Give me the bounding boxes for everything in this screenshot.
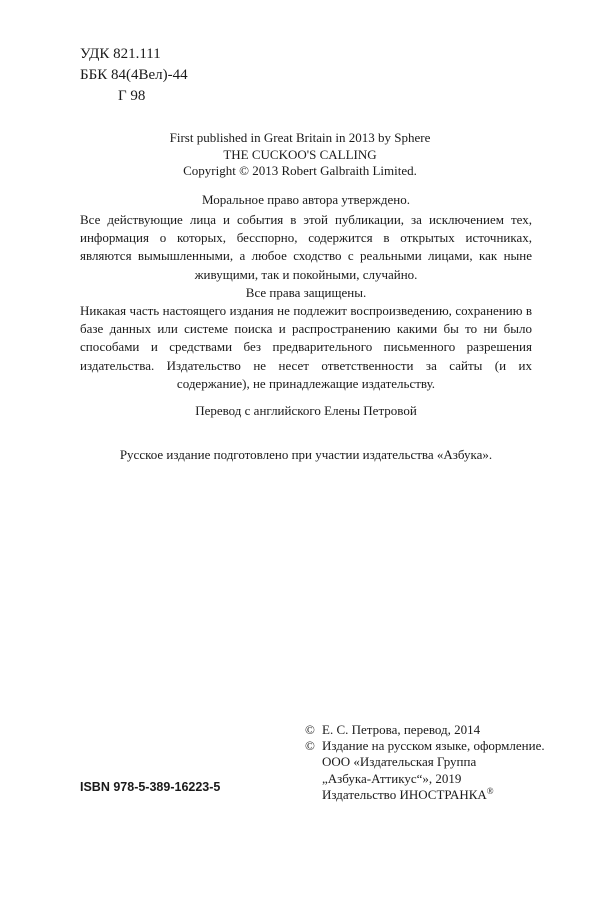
original-edition-info	[0, 130, 600, 180]
edition-copyright-text: Издание на русском языке, оформление.	[322, 738, 545, 754]
imprint-line	[305, 787, 565, 803]
original-title: THE CUCKOO'S CALLING	[223, 146, 377, 162]
registered-mark: ®	[486, 785, 494, 796]
moral-right-statement: Моральное право автора утверждено.	[202, 192, 410, 207]
imprint-name: Издательство ИНОСТРАНКА	[322, 786, 487, 802]
original-published-line: First published in Great Britain in 2013 by Sphere	[169, 130, 431, 145]
rights-reserved-heading: Все права защищены.	[245, 285, 367, 300]
bbk-code: ББК 84(4Вел)-44	[80, 67, 188, 83]
edition-note: Русское издание подготовлено при участии издательства «Азбука».	[119, 447, 493, 462]
fiction-disclaimer: Все действующие лица и события в этой публикации, за исключением тех, информация о которых, бесспорно, содержится в открытых источниках, являются вымышленными, а любое сходство с реальными лицами, как ныне живущими, так и покойными, случайно.	[80, 212, 532, 282]
copyright-notices	[305, 722, 565, 803]
classification-codes	[80, 44, 188, 107]
copyright-symbol: ©	[305, 738, 315, 754]
isbn-number: ISBN 978-5-389-16223-5	[80, 780, 221, 794]
original-copyright: Copyright © 2013 Robert Galbraith Limited.	[183, 163, 417, 178]
company-line-1: ООО «Издательская Группа	[322, 754, 477, 770]
udk-code: УДК 821.111	[80, 46, 161, 62]
translator-credit: Перевод с английского Елены Петровой	[195, 403, 417, 418]
translation-copyright-text: Е. С. Петрова, перевод, 2014	[322, 722, 481, 737]
author-sign: Г 98	[118, 88, 146, 104]
company-line-2: „Азбука-Аттикус“», 2019	[322, 770, 462, 786]
translation-copyright	[305, 722, 565, 738]
edition-copyright	[305, 738, 565, 754]
rights-reserved-text: Никакая часть настоящего издания не подлежит воспроизведению, сохранению в базе данных или системе поиска и распространению какими бы то ни было способами и средствами без предварительного письменного разрешения издательства. Издательство не несет ответственности за сайты (и их содержание), не принадлежащие издательству.	[80, 303, 532, 391]
copyright-symbol: ©	[305, 722, 315, 737]
